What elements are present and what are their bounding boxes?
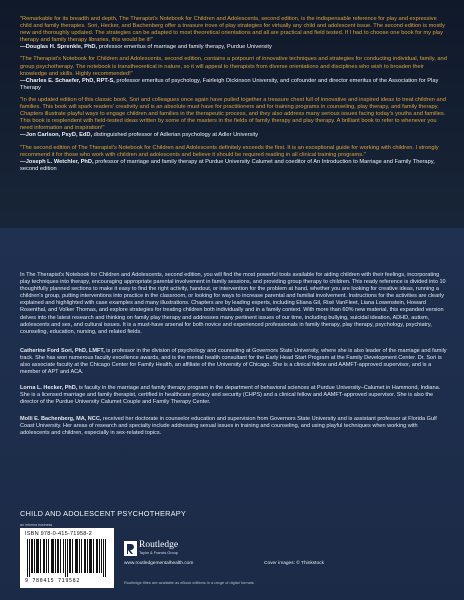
reviewer-title: distinguished professor of Adlerian psychology at Adler University — [92, 132, 259, 139]
review-4 — [20, 145, 448, 173]
review-attribution — [20, 159, 448, 173]
author-bio-hecker — [20, 385, 448, 406]
review-3 — [20, 97, 448, 140]
review-quote: "The Therapist's Notebook for Children and Adolescents, second edition, contains a potpourri of innovative techniques and strategies for conducting individual, family, and group psychotherapy. The notebook is transtheoretical in nature, so it will appeal to therapists from diverse orientations and disciplines who wish to broaden their knowledge and skills. Highly recommended!" — [20, 56, 447, 77]
series-title: CHILD AND ADOLESCENT PSYCHOTHERAPY — [20, 509, 187, 518]
barcode — [20, 528, 114, 588]
publisher-website[interactable]: www.routledgementalhealth.com — [124, 561, 194, 566]
image-credit: Cover images: © Thinkstock — [264, 561, 324, 566]
author-name: Catherine Ford Sori, PhD, LMFT, — [20, 347, 105, 354]
isbn-text: ISBN 978-0-415-71958-2 — [25, 531, 92, 537]
reviewer-name: —Joseph L. Wetchler, PhD, — [20, 158, 94, 165]
reviewer-name: —Charles E. Schaefer, PhD, RPT-S, — [20, 77, 115, 84]
review-attribution — [20, 132, 448, 139]
author-name: Lorna L. Hecker, PhD, — [20, 385, 78, 392]
reviewer-title: professor emeritus of psychology, Fairleigh Dickinson University, and cofounder and director emeritus of the Association for Play Therapy — [20, 77, 439, 91]
review-quote: "The second edition of The Therapist's Notebook for Children and Adolescents definitely exceeds the first. It is an exceptional guide for working with children. I strongly recommend it for those who work with children and adolescents and believe it should be required reading in all clinical training programs." — [20, 144, 439, 158]
publisher-name: Routledge — [139, 540, 179, 550]
reviewer-name: —Douglas H. Sprenkle, PhD, — [20, 44, 98, 51]
review-quote: "Remarkable for its breadth and depth, The Therapist's Notebook for Children and Adolescents, second edition, is the indispensable reference for play and expressive child and family therapies. Sori, Hecker, and Bachenberg offer a treasure trove of play strategies for virtually any child and adolescent issue. The second edition is mostly new and thoroughly updated. The strategies can be adapted to most theoretical orientations and all are practical and field tested. If I had to choose one book for my play therapy and family therapy libraries, this would be it!" — [20, 16, 445, 44]
review-attribution — [20, 78, 448, 92]
author-text: is faculty in the marriage and family therapy program in the department of behavioral sciences at Purdue University–Calumet in Hammond, Indiana. She is a licensed marriage and family therapist, certified in healthcare privacy and security (CHPS) and a clinical fellow and AAMFT-approved supervisor. She is also the director of the Purdue University Calumet Couple and Family Therapy Center. — [20, 385, 441, 406]
routledge-logo-icon — [124, 541, 137, 556]
reviews-section — [0, 0, 464, 228]
review-attribution — [20, 44, 448, 51]
barcode-icon — [25, 539, 109, 577]
author-name: Molli E. Bachenberg, MA, NCC, — [20, 415, 102, 422]
author-bio-sori — [20, 348, 448, 376]
review-quote: "In the updated edition of this classic book, Sori and colleagues once again have pulled together a treasure chest full of innovative and inspired ideas to treat children and families. This book will spark readers' creativity and is an absolute must have for practitioners and for training programs in counseling, play therapy, and family therapy. Chapters illustrate playful ways to engage children and families in the therapeutic process, and they also address many serious issues facing today's youths and families. This book is resplendent with field-tested ideas written by some of the masters in the fields of family therapy and play therapy. A brilliant book to refer to whenever you need information and inspiration!" — [20, 96, 447, 132]
ebook-note: Routledge titles are available as eBook editions in a range of digital formats — [124, 580, 254, 585]
publisher-subtitle: Taylor & Francis Group — [139, 551, 178, 555]
informa-tagline: an informa business — [20, 523, 53, 527]
reviewer-title: professor of marriage and family therapy at Purdue University Calumet and coeditor of An Introduction to Marriage and Family Therapy, second edition — [20, 158, 435, 172]
author-text: received her doctorate in counselor education and supervision from Governors State University and is assistant professor at Florida Gulf Coast University. Her areas of research and specialty include addressing sexual issues in training and counseling, and using playful techniques when working with adolescents and children, especially in sex-related topics. — [20, 415, 437, 436]
book-description: In The Therapist's Notebook for Children and Adolescents, second edition, you will find the most powerful tools available for aiding children with their feelings, incorporating play techniques into therapy, encouraging appropriate parental involvement in family sessions, and providing group therapy to children. This ready reference is divided into 10 thoughtfully planned sections to make it easy to find the right activity, handout, or intervention for the problem at hand, whether you are looking for creative ideas, running a children's group, putting interventions into practice in the classroom, or looking for ways to increase parental and familial involvement. Instructions for the activities are clearly explained and highlighted with case examples and many illustrations. Chapters are by leading experts, including Eliana Gil, Risé VanFleet, Liana Lowenstein, Howard Rosenthal, and Volker Thomas, and explore strategies for treating children both individually and in a family context. With more than 60% new material, this expanded version delves into the latest research and thinking on family play therapy and addresses many pertinent issues of our time, including bullying, suicidal ideation, ADHD, autism, adolescents and sex, and cultural issues. It is a must-have arsenal for both novice and experienced professionals in family therapy, play therapy, psychology, psychiatry, counseling, education, nursing, and related fields. — [20, 272, 446, 335]
reviewer-name: —Jon Carlson, PsyD, EdD, — [20, 132, 93, 139]
reviewer-title: professor emeritus of marriage and family therapy, Purdue University — [97, 44, 272, 51]
author-text: is professor in the division of psychology and counseling at Governors State University, where she is also leader of the marriage and family track. She has won numerous faculty excellence awards, and is the mental health consultant for the Early Head Start Program at the Family Development Center. Dr. Sori is also associate faculty at the Chicago Center for Family Health, an affiliate of the University of Chicago. She is a clinical fellow and AAMFT-approved supervisor, and is a member of APT and ACA. — [20, 347, 447, 376]
review-2 — [20, 56, 448, 91]
author-bio-bachenberg — [20, 416, 448, 437]
review-1 — [20, 16, 448, 51]
barcode-number: 9 780415 719582 — [25, 578, 81, 584]
